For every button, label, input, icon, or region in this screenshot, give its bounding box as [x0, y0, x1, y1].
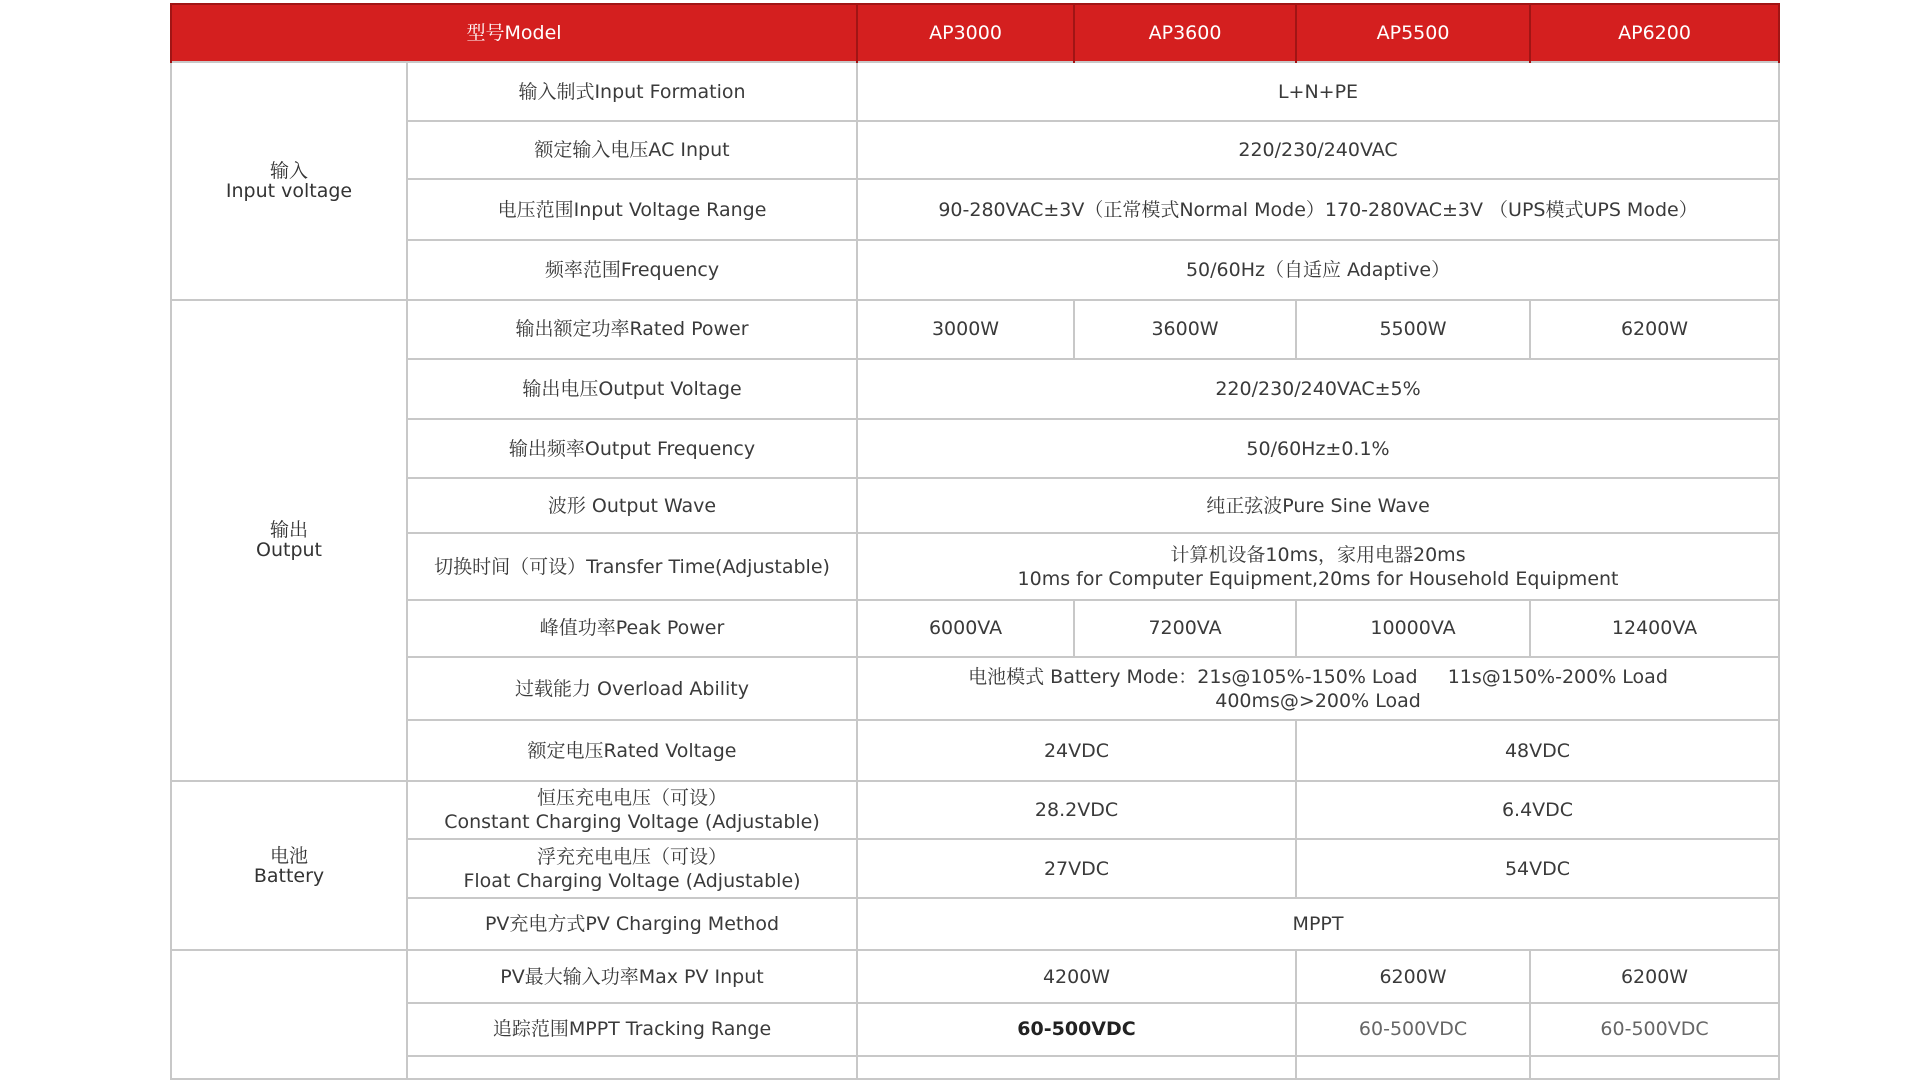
spec-table	[170, 3, 1780, 1080]
group-pv	[171, 950, 407, 1079]
param-constant-charging-cn: 恒压充电电压（可设）	[537, 787, 728, 810]
table-row	[171, 533, 1779, 600]
value-transfer-time-en: 10ms for Computer Equipment,20ms for Household Equipment	[1017, 567, 1619, 590]
param-constant-charging-en: Constant Charging Voltage (Adjustable)	[444, 811, 820, 834]
group-battery	[171, 781, 407, 950]
group-battery-cn: 电池	[269, 844, 308, 867]
param-float-charging-en: Float Charging Voltage (Adjustable)	[463, 869, 801, 892]
value-transfer-time	[857, 533, 1779, 600]
value-peak-power-ap5500: 10000VA	[1296, 600, 1530, 657]
model-ap3000: AP3000	[857, 4, 1074, 62]
value-ac-input: 220/230/240VAC	[857, 121, 1779, 179]
value-max-pv-input-ap5500: 6200W	[1296, 950, 1530, 1003]
value-transfer-time-cn: 计算机设备10ms，家用电器20ms	[1170, 543, 1466, 566]
value-constant-charging-high: 6.4VDC	[1296, 781, 1779, 839]
table-row	[171, 478, 1779, 533]
cut-cell	[1296, 1056, 1530, 1080]
value-voltage-range: 90-280VAC±3V（正常模式Normal Mode）170-280VAC±3V （UPS模式UPS Mode）	[857, 179, 1779, 240]
table-row	[171, 839, 1779, 897]
param-voltage-range: 电压范围Input Voltage Range	[407, 179, 857, 240]
table-row	[171, 62, 1779, 120]
value-output-voltage: 220/230/240VAC±5%	[857, 359, 1779, 419]
param-peak-power: 峰值功率Peak Power	[407, 600, 857, 657]
group-input-cn: 输入	[269, 160, 308, 182]
value-overload-line2: 400ms@>200% Load	[1215, 689, 1421, 712]
table-row	[171, 419, 1779, 479]
param-overload: 过载能力 Overload Ability	[407, 657, 857, 720]
model-ap3600: AP3600	[1074, 4, 1296, 62]
value-rated-power-ap3600: 3600W	[1074, 300, 1296, 360]
param-transfer-time: 切换时间（可设）Transfer Time(Adjustable)	[407, 533, 857, 600]
param-mppt-range: 追踪范围MPPT Tracking Range	[407, 1003, 857, 1056]
value-mppt-range-low: 60-500VDC	[857, 1003, 1296, 1056]
value-constant-charging-low: 28.2VDC	[857, 781, 1296, 839]
value-mppt-range-ap6200: 60-500VDC	[1530, 1003, 1779, 1056]
value-rated-power-ap5500: 5500W	[1296, 300, 1530, 360]
table-row	[171, 240, 1779, 300]
table-row-cut	[171, 1056, 1779, 1080]
param-output-wave: 波形 Output Wave	[407, 478, 857, 533]
param-output-frequency: 输出频率Output Frequency	[407, 419, 857, 479]
param-float-charging	[407, 839, 857, 897]
value-pv-method: MPPT	[857, 898, 1779, 951]
cut-cell	[1530, 1056, 1779, 1080]
cut-cell	[407, 1056, 857, 1080]
value-rated-voltage-high: 48VDC	[1296, 720, 1779, 781]
value-rated-power-ap6200: 6200W	[1530, 300, 1779, 360]
model-header: 型号Model	[171, 4, 857, 62]
param-pv-method: PV充电方式PV Charging Method	[407, 898, 857, 951]
param-rated-power: 输出额定功率Rated Power	[407, 300, 857, 360]
value-peak-power-ap6200: 12400VA	[1530, 600, 1779, 657]
value-overload-line1: 电池模式 Battery Mode：21s@105%-150% Load 11s@150%-200% Load	[968, 665, 1668, 688]
table-row	[171, 720, 1779, 781]
value-peak-power-ap3000: 6000VA	[857, 600, 1074, 657]
header-row	[171, 4, 1779, 62]
param-constant-charging	[407, 781, 857, 839]
table-row	[171, 657, 1779, 720]
param-ac-input: 额定输入电压AC Input	[407, 121, 857, 179]
group-output-en: Output	[256, 539, 322, 562]
value-input-formation: L+N+PE	[857, 62, 1779, 120]
table-row	[171, 1003, 1779, 1056]
table-row	[171, 950, 1779, 1003]
group-input	[171, 62, 407, 299]
param-output-voltage: 输出电压Output Voltage	[407, 359, 857, 419]
value-output-frequency: 50/60Hz±0.1%	[857, 419, 1779, 479]
param-input-formation: 输入制式Input Formation	[407, 62, 857, 120]
value-float-charging-low: 27VDC	[857, 839, 1296, 897]
value-max-pv-input-ap6200: 6200W	[1530, 950, 1779, 1003]
param-max-pv-input: PV最大输入功率Max PV Input	[407, 950, 857, 1003]
table-row	[171, 300, 1779, 360]
model-ap5500: AP5500	[1296, 4, 1530, 62]
table-row	[171, 179, 1779, 240]
table-row	[171, 600, 1779, 657]
table-row	[171, 898, 1779, 951]
table-row	[171, 781, 1779, 839]
value-peak-power-ap3600: 7200VA	[1074, 600, 1296, 657]
cut-cell	[857, 1056, 1296, 1080]
param-float-charging-cn: 浮充充电电压（可设）	[537, 845, 728, 868]
value-float-charging-high: 54VDC	[1296, 839, 1779, 897]
value-output-wave: 纯正弦波Pure Sine Wave	[857, 478, 1779, 533]
param-frequency: 频率范围Frequency	[407, 240, 857, 300]
group-output	[171, 300, 407, 781]
group-battery-en: Battery	[253, 864, 325, 887]
value-rated-power-ap3000: 3000W	[857, 300, 1074, 360]
table-row	[171, 121, 1779, 179]
param-rated-voltage: 额定电压Rated Voltage	[407, 720, 857, 781]
model-ap6200: AP6200	[1530, 4, 1779, 62]
value-overload	[857, 657, 1779, 720]
value-mppt-range-ap5500: 60-500VDC	[1296, 1003, 1530, 1056]
value-rated-voltage-low: 24VDC	[857, 720, 1296, 781]
group-output-cn: 输出	[269, 519, 308, 542]
group-input-en: Input voltage	[225, 180, 353, 202]
value-max-pv-input-low: 4200W	[857, 950, 1296, 1003]
table-row	[171, 359, 1779, 419]
value-frequency: 50/60Hz（自适应 Adaptive）	[857, 240, 1779, 300]
